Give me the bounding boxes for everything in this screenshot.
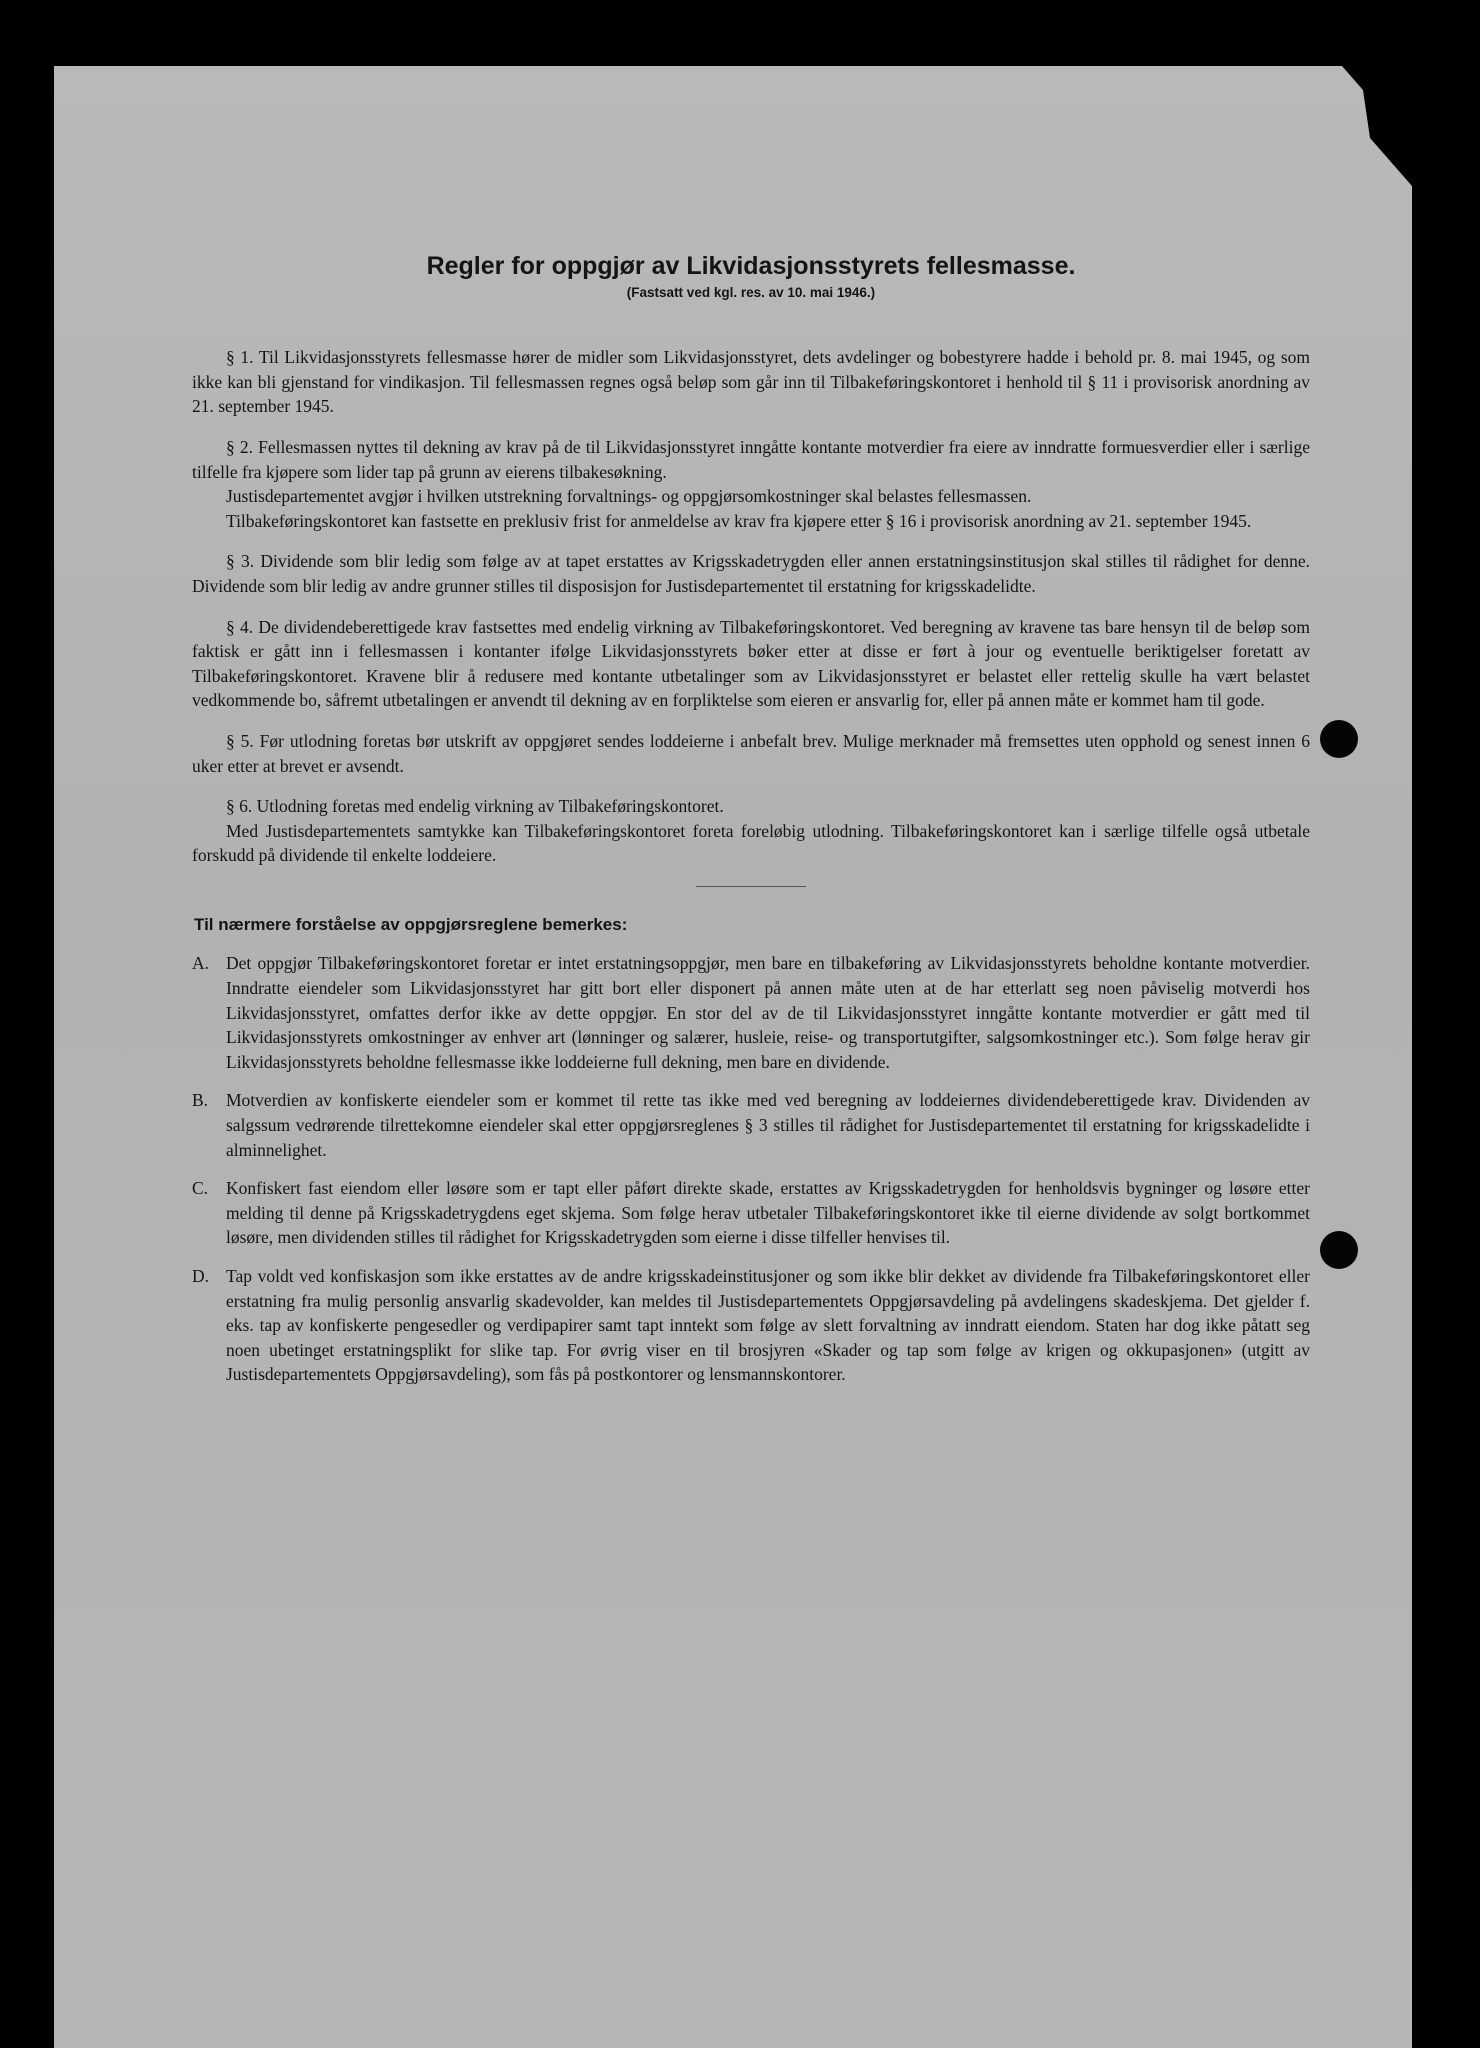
paragraph: Justisdepartementet avgjør i hvilken utstrekning forvaltnings- og oppgjørsomkostninger skal belastes fellesmassen. xyxy=(226,486,1032,507)
paragraph: § 5. Før utlodning foretas bør utskrift av oppgjøret sendes loddeierne i anbefalt brev. Mulige merknader må fremsettes uten opphold og senest innen 6 uker etter at brevet er avsendt. xyxy=(192,730,1310,776)
remark-item xyxy=(192,1088,1310,1162)
punch-hole-top xyxy=(1320,720,1358,758)
remark-letter: C. xyxy=(192,1178,209,1199)
section-5 xyxy=(192,729,1310,778)
paragraph: Tilbakeføringskontoret kan fastsette en preklusiv frist for anmeldelse av krav fra kjøpere etter § 16 i provisorisk anordning av 21. september 1945. xyxy=(226,510,1252,531)
document-title: Regler for oppgjør av Likvidasjonsstyrets fellesmasse. xyxy=(426,252,1076,280)
remarks-heading: Til nærmere forståelse av oppgjørsreglene bemerkes: xyxy=(194,914,628,934)
paragraph: § 3. Dividende som blir ledig som følge av at tapet erstattes av Krigsskadetrygden eller annen erstatningsinstitusjon skal stilles til rådighet for denne. Dividende som blir ledig av andre grunner stilles til disposisjon for Justisdepartementet til erstatning for krigsskadelidte. xyxy=(192,551,1310,596)
remark-letter: B. xyxy=(192,1090,209,1111)
remark-item xyxy=(192,951,1310,1074)
paragraph: § 1. Til Likvidasjonsstyrets fellesmasse hører de midler som Likvidasjonsstyret, dets avdelinger og bobestyrere hadde i behold pr. 8. mai 1945, og som ikke kan bli gjenstand for vindikasjon. Til fellesmassen regnes også beløp som går inn til Tilbakeføringskontoret i henhold til § 11 i provisorisk anordning av 21. september 1945. xyxy=(192,347,1310,417)
remark-text: Motverdien av konfiskerte eiendeler som er kommet til rette tas ikke med ved beregning av loddeiernes dividendeberettigede krav. Dividenden av salgssum vedrørende tilrettekomne eiendeler skal etter oppgjørsreglenes § 3 stilles til rådighet for Justisdepartementet til erstatning for krigsskadelidte i alminnelighet. xyxy=(226,1090,1310,1160)
remark-item xyxy=(192,1264,1310,1387)
remark-text: Det oppgjør Tilbakeføringskontoret foretar er intet erstatningsoppgjør, men bare en tilbakeføring av Likvidasjonsstyrets beholdne kontante motverdier. Inndratte eiendeler som Likvidasjonsstyret har gitt bort eller disponert på annen måte uten at de har etterlatt seg noen påviselig motverdi hos Likvidasjonsstyret, omfattes derfor ikke av dette oppgjør. En stor del av de til Likvidasjonsstyret inngåtte kontante motverdier er gått med til Likvidasjonsstyrets omkostninger av enhver art (lønninger og salærer, husleie, reise- og transportutgifter, salgsomkostninger etc.). Som følge herav gir Likvidasjonsstyrets beholdne fellesmasse ikke loddeierne full dekning, men bare en dividende. xyxy=(226,953,1310,1072)
remark-item xyxy=(192,1176,1310,1250)
section-4 xyxy=(192,615,1310,713)
document-subtitle: (Fastsatt ved kgl. res. av 10. mai 1946.) xyxy=(626,284,876,300)
punch-hole-bottom xyxy=(1320,1231,1358,1269)
paragraph: § 4. De dividendeberettigede krav fastsettes med endelig virkning av Tilbakeføringskontoret. Ved beregning av kravene tas bare hensyn til de beløp som faktisk er gått inn i fellesmassen i kontanter ifølge Likvidasjonsstyrets bøker etter at disse er ført à jour og eventuelle beriktigelser foretatt av Tilbakeføringskontoret. Kravene blir å redusere med kontante utbetalinger som av Likvidasjonsstyret er belastet eller rettelig skulle ha vært belastet vedkommende bo, såfremt utbetalingen er anvendt til dekning av en forpliktelse som eieren er ansvarlig for, eller på annen måte er kommet ham til gode. xyxy=(192,616,1310,711)
paragraph: § 2. Fellesmassen nyttes til dekning av krav på de til Likvidasjonsstyret inngåtte kontante motverdier fra eiere av inndratte formuesverdier eller i særlige tilfelle fra kjøpere som lider tap på grunn av eierens tilbakesøkning. xyxy=(192,436,1310,482)
section-2 xyxy=(192,435,1310,533)
paragraph: Med Justisdepartementets samtykke kan Tilbakeføringskontoret foreta foreløbig utlodning. Tilbakeføringskontoret kan i særlige tilfelle også utbetale forskudd på dividende til enkelte loddeiere. xyxy=(192,820,1310,866)
divider xyxy=(696,886,806,887)
remark-text: Tap voldt ved konfiskasjon som ikke erstattes av de andre krigsskadeinstitusjoner og som ikke blir dekket av dividende fra Tilbakeføringskontoret eller erstatning fra mulig personlig ansvarlig skadevolder, kan meldes til Justisdepartementets Oppgjørsavdeling på avdelingens skadeskjema. Det gjelder f. eks. tap av konfiskerte pengesedler og verdipapirer samt tapt inntekt som følge av slett forvaltning av inndratt eiendom. Staten har dog ikke påtatt seg noen ubetinget erstatningsplikt for slike tap. For øvrig viser en til brosjyren «Skader og tap som følge av krigen og okkupasjonen» (utgitt av Justisdepartementets Oppgjørsavdeling), som fås på postkontorer og lensmannskontorer. xyxy=(226,1266,1310,1385)
torn-corner xyxy=(1342,66,1412,186)
section-6 xyxy=(192,794,1310,868)
document-body xyxy=(192,244,1310,1401)
remark-text: Konfiskert fast eiendom eller løsøre som er tapt eller påført direkte skade, erstattes av Krigsskadetrygden for henholdsvis bygninger og løsøre etter melding til denne på Krigsskadetrygdens eget skjema. Som følge herav utbetaler Tilbakeføringskontoret ikke til eierne dividende av solgt bortkommet løsøre, men dividenden stilles til rådighet for Krigsskadetrygden som eierne i disse tilfeller henvises til. xyxy=(226,1178,1310,1248)
section-1 xyxy=(192,345,1310,419)
remark-letter: D. xyxy=(192,1266,210,1286)
document-page xyxy=(54,66,1412,2048)
paragraph: § 6. Utlodning foretas med endelig virkning av Tilbakeføringskontoret. xyxy=(226,796,724,817)
section-3 xyxy=(192,549,1310,598)
remark-letter: A. xyxy=(192,953,210,974)
